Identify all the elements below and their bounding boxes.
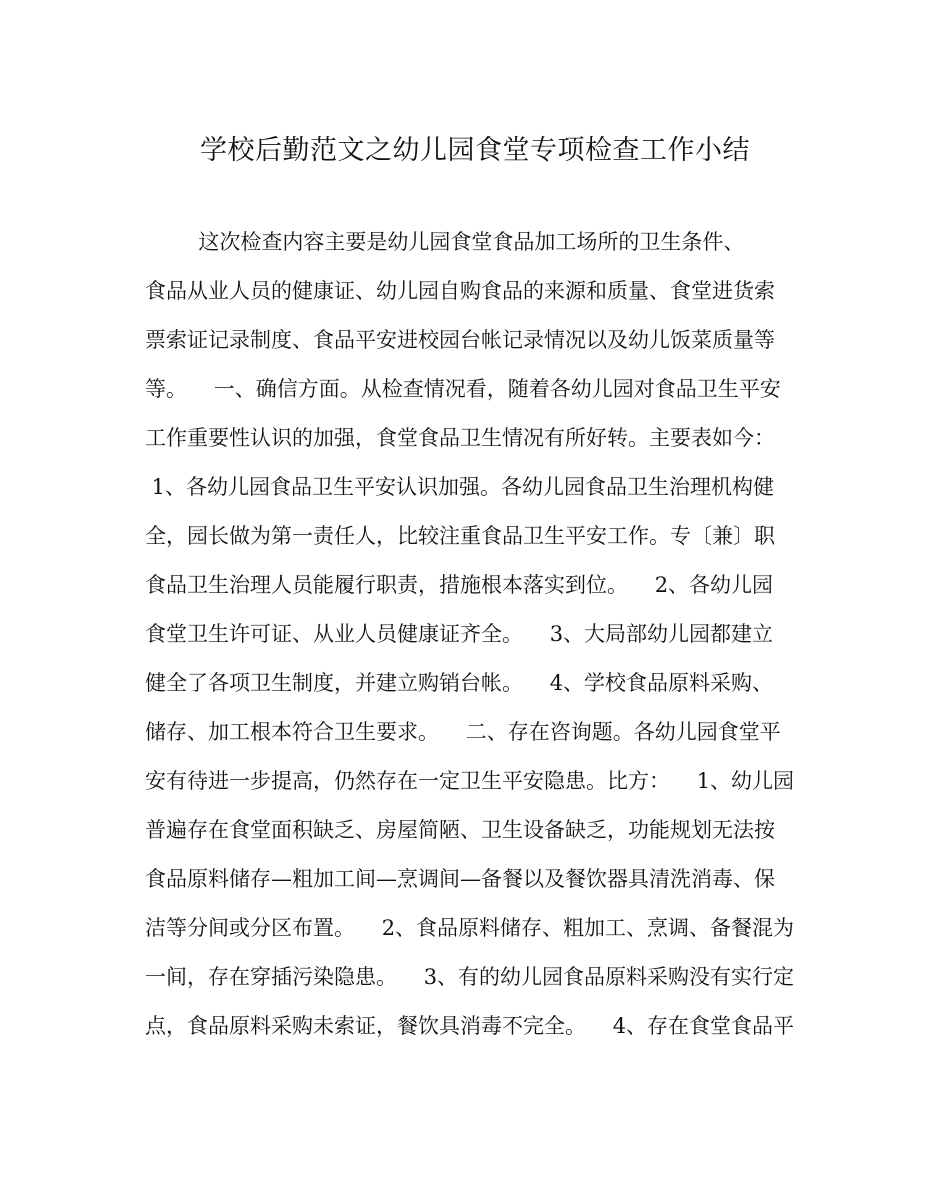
- text-line: 点，食品原料采购未索证，餐饮具消毒不完全。 4、存在食堂食品平: [145, 1014, 795, 1038]
- text-line: 食堂卫生许可证、从业人员健康证齐全。 3、大局部幼儿园都建立: [145, 622, 774, 646]
- text-line: 工作重要性认识的加强，食堂食品卫生情况有所好转。主要表如今：: [145, 426, 775, 450]
- text-line: 食品卫生治理人员能履行职责，措施根本落实到位。 2、各幼儿园: [145, 573, 774, 597]
- text-line: 洁等分间或分区布置。 2、食品原料储存、粗加工、烹调、备餐混为: [145, 916, 795, 940]
- text-line: 1、各幼儿园食品卫生平安认识加强。各幼儿园食品卫生治理机构健: [145, 475, 775, 499]
- body-text: [145, 218, 805, 1051]
- text-line: 安有待进一步提高，仍然存在一定卫生平安隐患。比方： 1、幼儿园: [145, 769, 795, 793]
- text-line: 食品从业人员的健康证、幼儿园自购食品的来源和质量、食堂进货索: [145, 279, 775, 303]
- text-line: 等。 一、确信方面。从检查情况看，随着各幼儿园对食品卫生平安: [145, 377, 781, 401]
- text-line: 全，园长做为第一责任人，比较注重食品卫生平安工作。专〔兼〕职: [145, 524, 775, 548]
- text-line: 普遍存在食堂面积缺乏、房屋简陋、卫生设备缺乏，功能规划无法按: [145, 818, 775, 842]
- text-line: 储存、加工根本符合卫生要求。 二、存在咨询题。各幼儿园食堂平: [145, 720, 781, 744]
- text-line: 一间，存在穿插污染隐患。 3、有的幼儿园食品原料采购没有实行定: [145, 965, 795, 989]
- page-title: 学校后勤范文之幼儿园食堂专项检查工作小结: [200, 135, 750, 166]
- text-line: 这次检查内容主要是幼儿园食堂食品加工场所的卫生条件、: [145, 230, 745, 254]
- text-line: 食品原料储存—粗加工间—烹调间—备餐以及餐饮器具清洗消毒、保: [145, 867, 775, 891]
- text-line: 票索证记录制度、食品平安进校园台帐记录情况以及幼儿饭菜质量等: [145, 328, 775, 352]
- text-line: 健全了各项卫生制度，并建立购销台帐。 4、学校食品原料采购、: [145, 671, 774, 695]
